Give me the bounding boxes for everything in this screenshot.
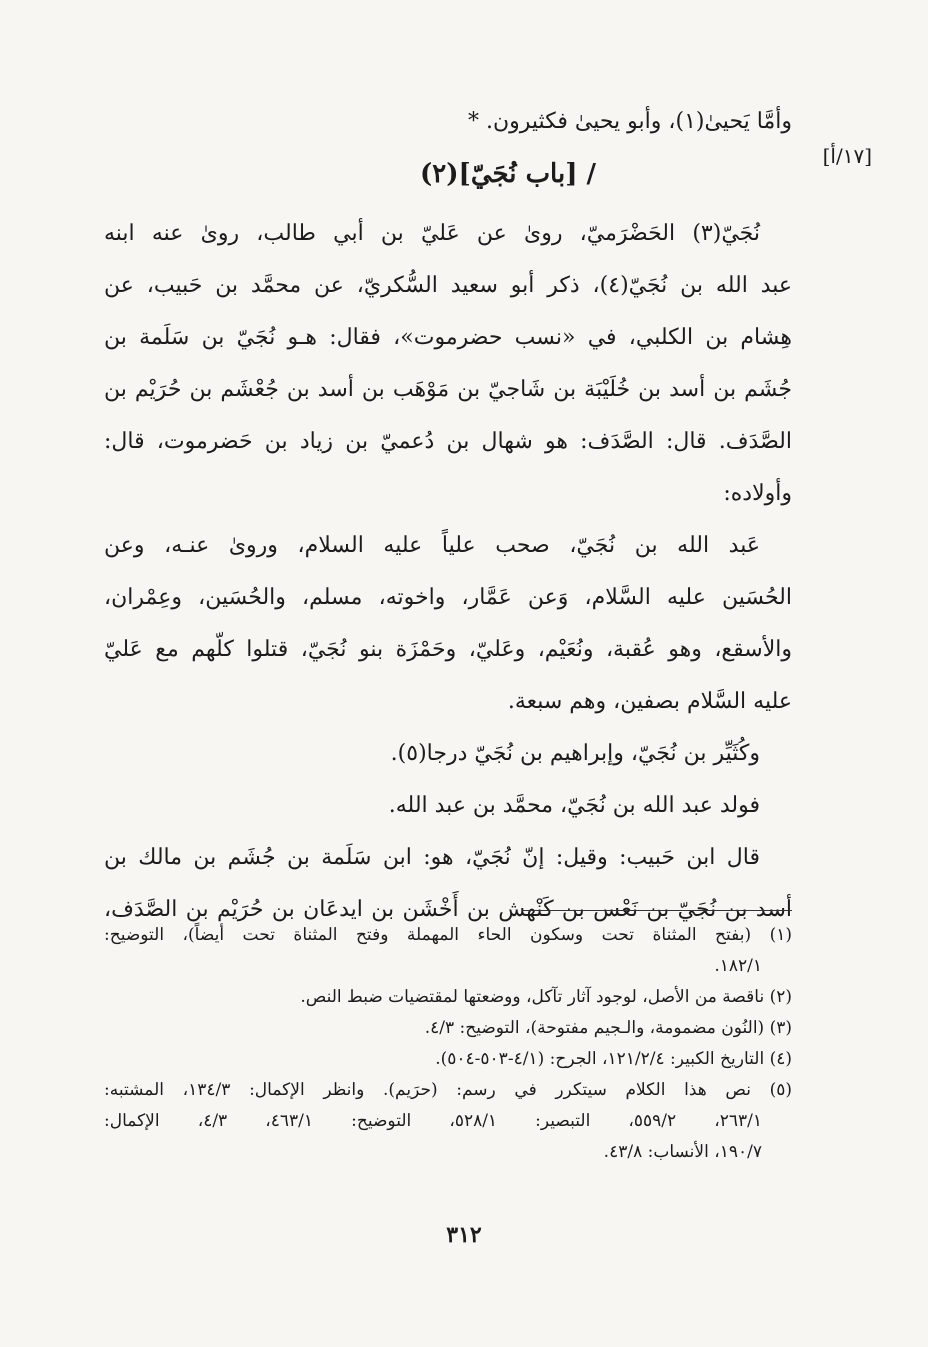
text-line: وأمَّا يَحيىٰ(١)، وأبو يحيىٰ فكثيرون. *: [468, 109, 792, 134]
text-line: والأسقع، وهو عُقبة، ونُعَيْم، وعَليّ، وحَمْزَة بنو نُجَيّ، قتلوا كلّهم مع عَليّ: [104, 637, 792, 662]
text-line: عبد الله بن نُجَيّ(٤)، ذكر أبو سعيد السُّكريّ، عن محمَّد بن حَبيب، عن: [104, 273, 792, 298]
section-heading: / [باب نُجَيّ](٢): [419, 159, 597, 189]
footnote-line: (٤) التاريخ الكبير: ١٢١/٢/٤، الجرح: (٤/١-٥٠٣-٥٠٤).: [435, 1049, 792, 1069]
text-line: قال ابن حَبيب: وقيل: إنّ نُجَيّ، هو: ابن سَلَمة بن جُشَم بن مالك بن: [104, 845, 760, 870]
footnote-line: ١٩٠/٧، الأنساب: ٤٣/٨.: [603, 1142, 762, 1162]
text-line: فولد عبد الله بن نُجَيّ، محمَّد بن عبد الله.: [388, 793, 760, 818]
footnote-line: (٥) نص هذا الكلام سيتكرر في رسم: (حرَيم). وانظر الإكمال: ١٣٤/٣، المشتبه:: [104, 1080, 792, 1100]
footnotes: [104, 920, 792, 1168]
text-line: وأولاده:: [723, 481, 792, 506]
text-line: وكُثَيِّر بن نُجَيّ، وإبراهيم بن نُجَيّ درجا(٥).: [390, 741, 760, 766]
footnote-line: ٢٦٣/١، ٥٥٩/٢، التبصير: ٥٢٨/١، التوضيح: ٤٦٣/١، ٤/٣، الإكمال:: [104, 1111, 763, 1131]
text-line: الصَّدَف. قال: الصَّدَف: هو شهال بن دُعميّ بن زياد بن حَضرموت، قال:: [104, 429, 792, 454]
text-line: نُجَيّ(٣) الحَضْرَميّ، روىٰ عن عَليّ بن أبي طالب، روىٰ عنه ابنه: [104, 221, 760, 246]
text-line: أسد بن نُجَيّ بن نَعْس بن كَنْهش بن أَخْشَن بن ايدعَان بن حُرَيْم بن الصَّدَف،: [104, 897, 792, 922]
text-line: الحُسَين عليه السَّلام، وَعن عَمَّار، واخوته، مسلم، والحُسَين، وعِمْران،: [104, 585, 792, 610]
footnote-line: ١٨٢/١.: [714, 956, 762, 976]
footnote-line: (١) (بفتح المثناة تحت وسكون الحاء المهملة وفتح المثناة تحت أيضاً)، التوضيح:: [104, 925, 792, 945]
main-text: [104, 96, 792, 936]
page-number: ٣١٢: [446, 1222, 482, 1248]
footnote-line: (٢) ناقصة من الأصل، لوجود آثار تآكل، ووضعتها لمقتضيات ضبط النص.: [300, 987, 792, 1007]
text-line: هِشام بن الكلبي، في «نسب حضرموت»، فقال: هـو نُجَيّ بن سَلَمة بن: [104, 325, 792, 350]
footnote-line: (٣) (النُون مضمومة، والـجيم مفتوحة)، التوضيح: ٤/٣.: [424, 1018, 792, 1038]
text-line: عَبد الله بن نُجَيّ، صحب علياً عليه السلام، وروىٰ عنـه، وعن: [104, 533, 760, 558]
folio-reference: [١٧/أ]: [822, 144, 872, 168]
text-line: عليه السَّلام بصفين، وهم سبعة.: [507, 689, 792, 714]
text-line: جُشَم بن أسد بن خُلَيْبَة بن شَاجيّ بن مَوْهَب بن أسد بن جُعْشَم بن حُرَيْم بن: [104, 377, 792, 402]
footnote-divider: [522, 910, 792, 911]
